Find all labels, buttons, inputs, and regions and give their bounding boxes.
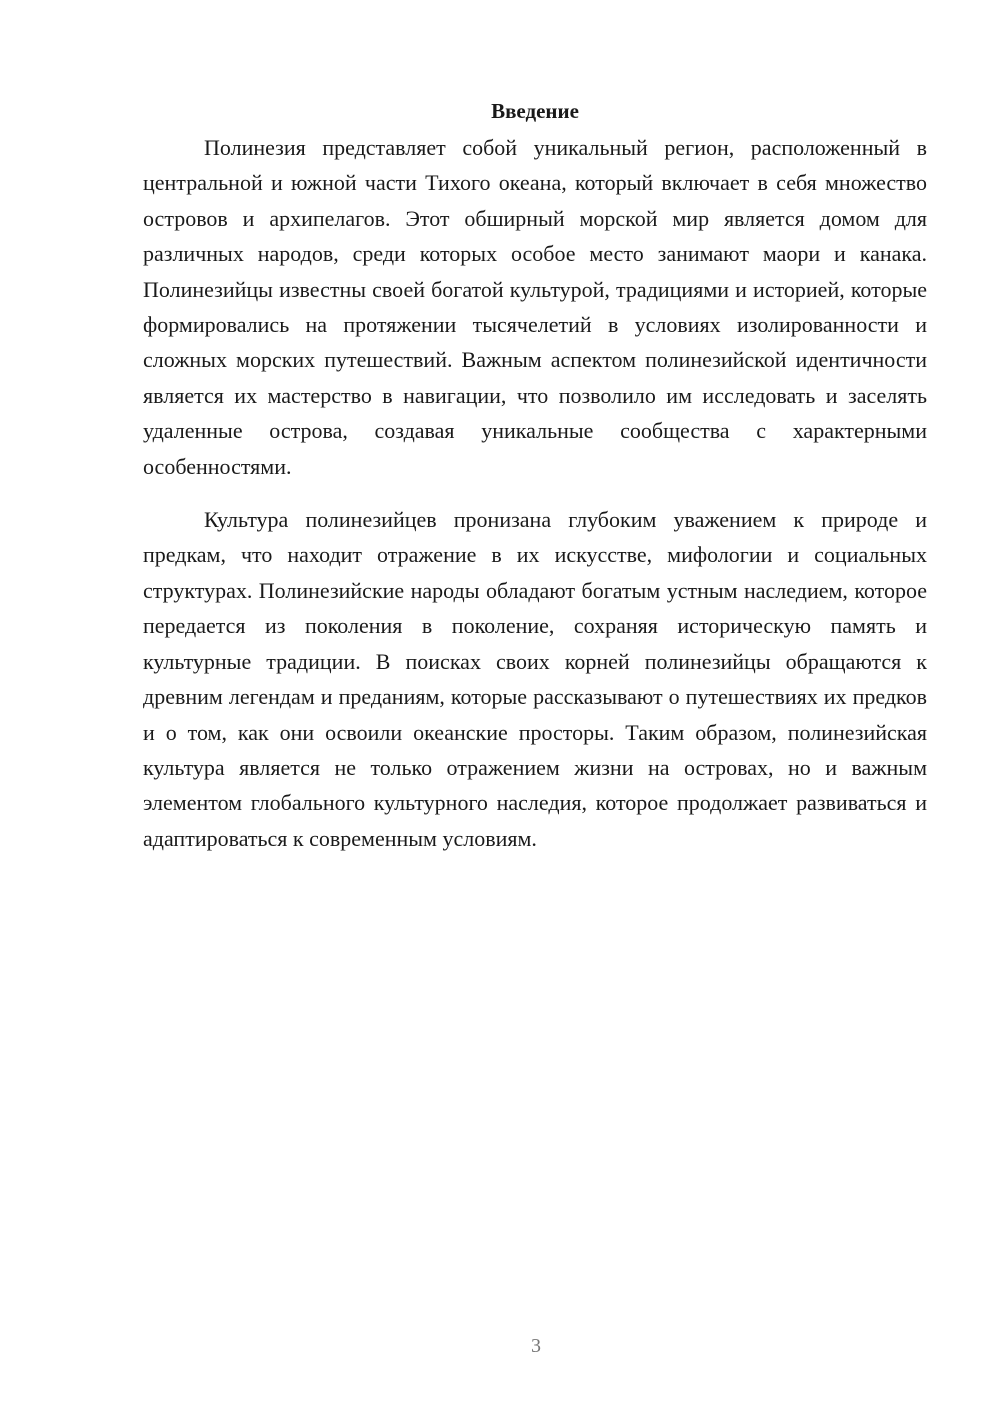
section-heading: Введение bbox=[491, 99, 579, 123]
paragraph-1: Полинезия представляет собой уникальный регион, расположенный в центральной и южной части Тихого океана, который включает в себя множество островов и архипелагов. Этот обширный морской мир является домом для различных народов, среди которых особое место занимают маори и канака. Полинезийцы известны своей богатой культурой, традициями и историей, которые формировались на протяжении тысячелетий в условиях изолированности и сложных морских путешествий. Важным аспектом полинезийской идентичности является их мастерство в навигации, что позволило им исследовать и заселять удаленные острова, создавая уникальные сообщества с характерными особенностями. bbox=[143, 135, 927, 479]
page-content bbox=[143, 96, 927, 856]
paragraph-2: Культура полинезийцев пронизана глубоким уважением к природе и предкам, что находит отражение в их искусстве, мифологии и социальных структурах. Полинезийские народы обладают богатым устным наследием, которое передается из поколения в поколение, сохраняя историческую память и культурные традиции. В поисках своих корней полинезийцы обращаются к древним легендам и преданиям, которые рассказывают о путешествиях их предков и о том, как они освоили океанские просторы. Таким образом, полинезийская культура является не только отражением жизни на островах, но и важным элементом глобального культурного наследия, которое продолжает развиваться и адаптироваться к современным условиям. bbox=[143, 507, 927, 851]
page-number: 3 bbox=[531, 1335, 541, 1357]
